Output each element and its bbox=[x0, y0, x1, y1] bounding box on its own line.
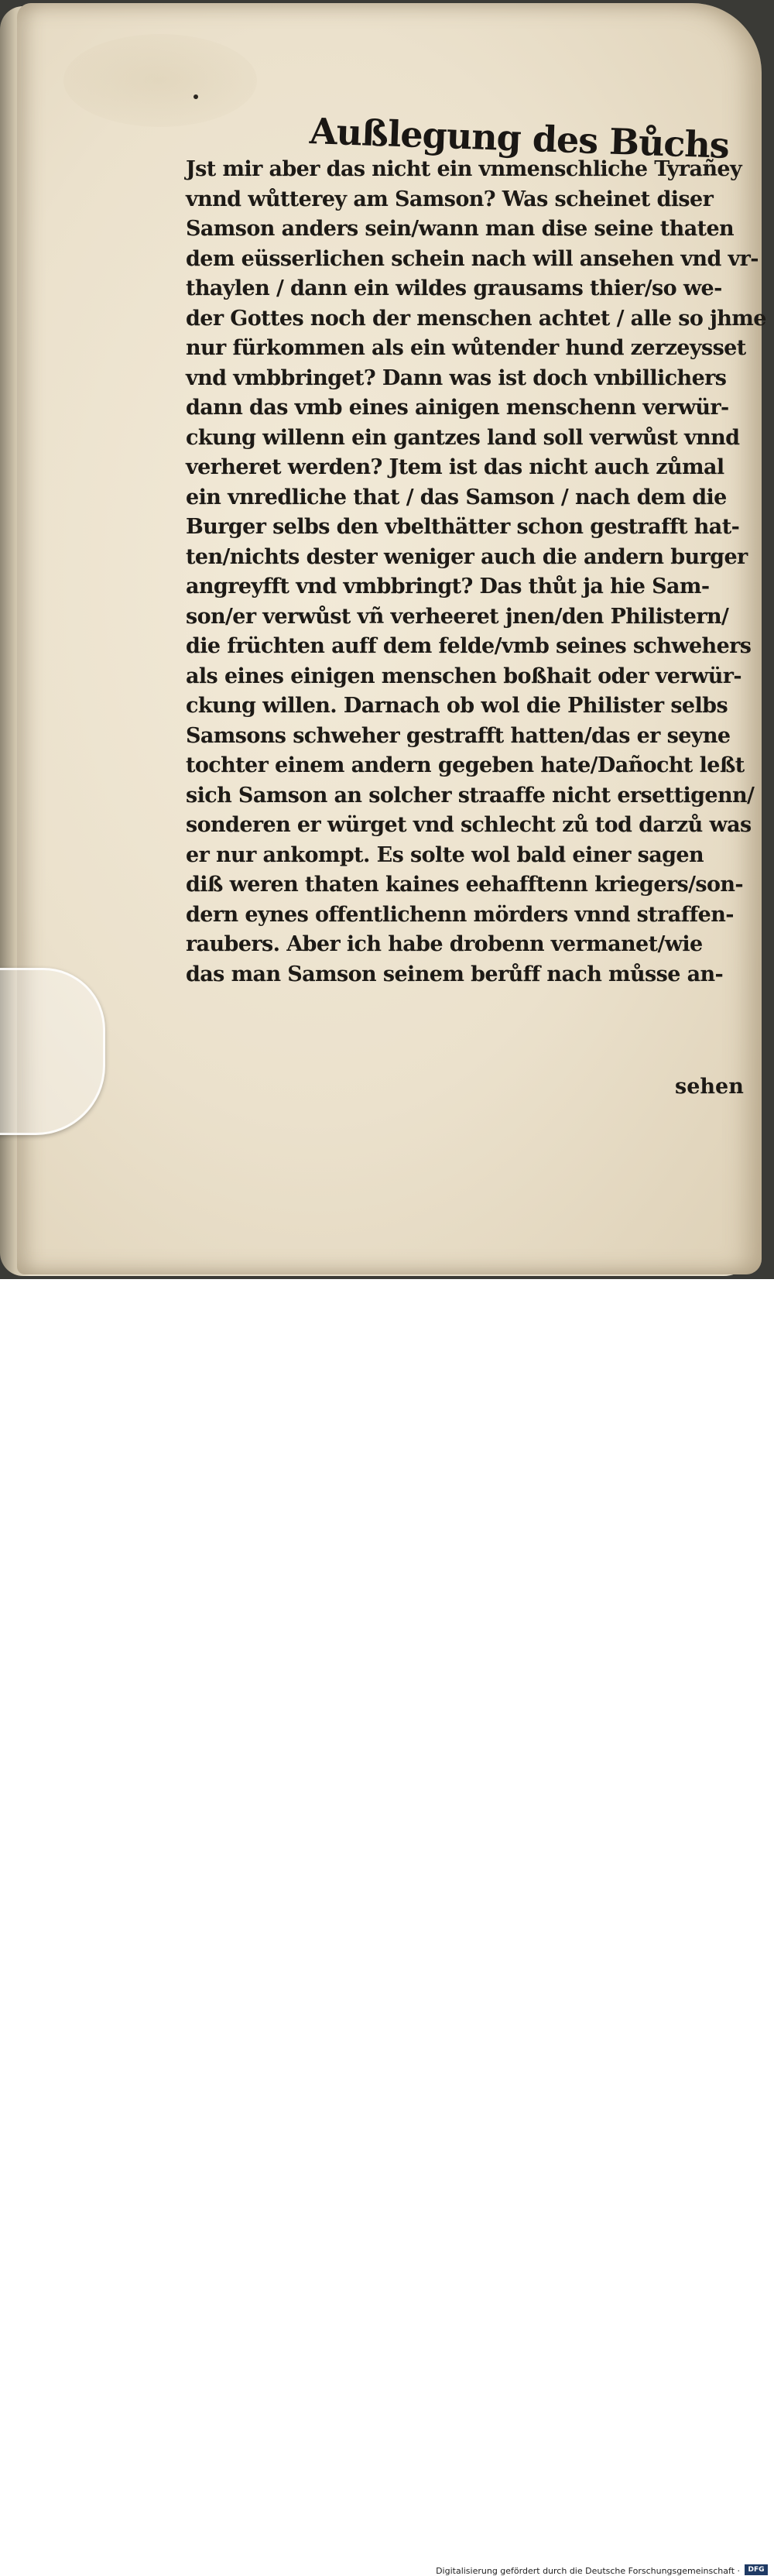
text-line: diß weren thaten kaines eehafftenn kriegers/son- bbox=[186, 873, 744, 897]
text-line: als eines einigen menschen boßhait oder verwür- bbox=[186, 664, 742, 688]
dfg-logo-icon: DFG bbox=[745, 2564, 768, 2575]
text-line: ckung willen. Darnach ob wol die Philister selbs bbox=[186, 694, 728, 718]
text-line: sich Samson an solcher straaffe nicht ersettigenn/ bbox=[186, 783, 755, 808]
footer-bar bbox=[0, 1279, 774, 2576]
text-line: sonderen er würget vnd schlecht zů tod darzů was bbox=[186, 813, 752, 837]
text-line: thaylen / dann ein wildes grausams thier/so we- bbox=[186, 276, 722, 300]
text-line: er nur ankompt. Es solte wol bald einer sagen bbox=[186, 842, 704, 867]
text-line: ein vnredliche that / das Samson / nach dem die bbox=[186, 485, 727, 509]
text-line: raubers. Aber ich habe drobenn vermanet/wie bbox=[186, 932, 703, 956]
text-line: Samsons schweher gestrafft hatten/das er seyne bbox=[186, 723, 731, 748]
text-line: dann das vmb eines ainigen menschenn verwür- bbox=[186, 396, 729, 420]
text-line: dem eüsserlichen schein nach will ansehen vnd vr- bbox=[186, 246, 759, 271]
text-line: Samson anders sein/wann man dise seine thaten bbox=[186, 217, 735, 241]
body-text bbox=[186, 155, 766, 990]
text-line: dern eynes offentlichenn mörders vnnd straffen- bbox=[186, 902, 734, 927]
text-line: angreyfft vnd vmbbringt? Das thůt ja hie Sam- bbox=[186, 575, 710, 599]
text-line: das man Samson seinem berůff nach můsse an- bbox=[186, 962, 724, 986]
text-line: vnnd wůtterey am Samson? Was scheinet diser bbox=[186, 187, 714, 211]
text-line: ckung willenn ein gantzes land soll verwůst vnnd bbox=[186, 425, 740, 450]
running-head: Außlegung des Bůchs bbox=[309, 110, 730, 166]
text-line: der Gottes noch der menschen achtet / alle so jhme bbox=[186, 306, 766, 331]
text-line: ten/nichts dester weniger auch die andern burger bbox=[186, 544, 748, 569]
scan-background bbox=[0, 0, 774, 1279]
funding-credit: Digitalisierung gefördert durch die Deutsche Forschungsgemeinschaft · bbox=[436, 2566, 740, 2576]
text-line: verheret werden? Jtem ist das nicht auch zůmal bbox=[186, 455, 724, 479]
text-line: tochter einem andern gegeben hate/Dañocht leßt bbox=[186, 753, 745, 777]
text-line: Jst mir aber das nicht ein vnmenschliche Tyrañey bbox=[186, 157, 742, 181]
page-stain bbox=[63, 34, 257, 127]
text-line: die früchten auff dem felde/vmb seines schwehers bbox=[186, 634, 752, 658]
catchword: sehen bbox=[675, 1075, 744, 1099]
ink-mark bbox=[194, 94, 198, 99]
text-line: Burger selbs den vbelthätter schon gestrafft hat- bbox=[186, 515, 740, 539]
text-line: son/er verwůst vñ verheeret jnen/den Philistern/ bbox=[186, 604, 729, 629]
text-line: vnd vmbbringet? Dann was ist doch vnbillichers bbox=[186, 365, 727, 390]
text-line: nur fürkommen als ein wůtender hund zerzeysset bbox=[186, 336, 746, 360]
